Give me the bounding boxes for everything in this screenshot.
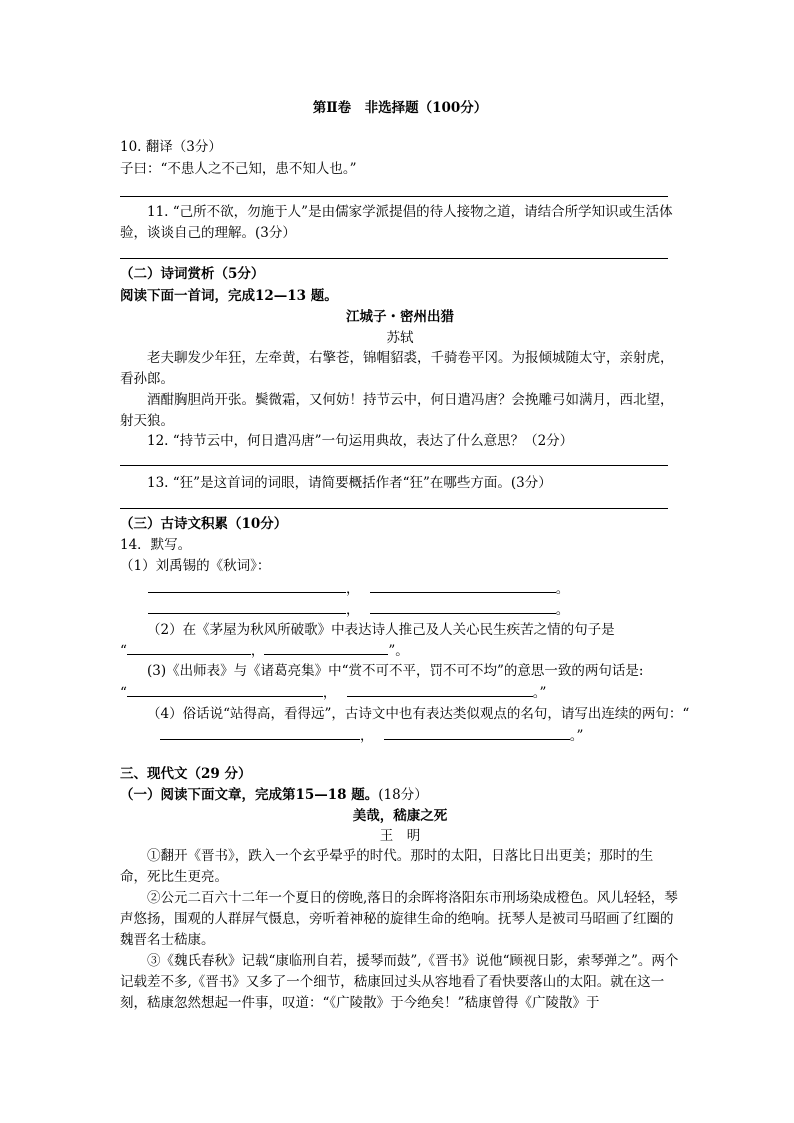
section-2-instruction: 阅读下面一首词，完成12—13 题。 <box>120 288 338 304</box>
dictation-2-prompt: （2）在《茅屋为秋风所破歌》中表达诗人推己及人关心民生疾苦之情的句子是 <box>147 622 615 638</box>
section-title: 第Ⅱ卷 非选择题（100分） <box>312 100 488 116</box>
blank-1b[interactable] <box>370 578 556 593</box>
question-13-text: 13. “狂”是这首词的词眼，请简要概括作者“狂”在哪些方面。(3分） <box>147 475 552 491</box>
blank-3a[interactable] <box>127 682 323 697</box>
blank-3b[interactable] <box>347 682 533 697</box>
dictation-1-line-b: ， 。 <box>148 599 708 620</box>
dictation-3-line: “ ， 。” <box>120 682 680 703</box>
blank-4b[interactable] <box>384 725 570 740</box>
answer-line-13[interactable] <box>120 508 668 509</box>
question-14-text: 14．默写。 <box>120 537 192 553</box>
poem-stanza-1: 老夫聊发少年狂，左牵黄，右擎苍，锦帽貂裘，千骑卷平冈。为报倾城随太守，亲射虎，看孙郎。 <box>120 350 674 387</box>
dictation-4-prompt: （4）俗话说“站得高，看得远”，古诗文中也有表达类似观点的名句，请写出连续的两句：“ <box>147 706 690 722</box>
question-10-label: 10. 翻译（3分） <box>120 139 222 155</box>
dictation-4-line: ， 。” <box>120 725 680 746</box>
blank-1d[interactable] <box>370 599 556 614</box>
dictation-2-line: “ ， ”。 <box>120 640 680 661</box>
article-author: 王 明 <box>379 828 421 844</box>
blank-2b[interactable] <box>264 640 388 655</box>
article-title: 美哉，嵇康之死 <box>352 808 448 824</box>
poem-stanza-2: 酒酣胸胆尚开张。鬓微霜，又何妨！持节云中，何日遣冯唐？会挽雕弓如满月，西北望，射天狼。 <box>120 392 674 429</box>
blank-4a[interactable] <box>160 725 360 740</box>
answer-line-11[interactable] <box>120 258 668 259</box>
section-3-heading: （三）古诗文积累（10分） <box>120 516 288 532</box>
answer-line-10[interactable] <box>120 196 668 197</box>
poem-author: 苏轼 <box>386 330 414 346</box>
question-10-text: 子曰：“不患人之不己知，患不知人也。” <box>120 161 357 177</box>
article-paragraph-2: ②公元二百六十二年一个夏日的傍晚,落日的余晖将洛阳东市刑场染成橙色。风儿轻轻，琴声悠扬，围观的人群屏气慑息，旁听着神秘的旋律生命的绝响。抚琴人是被司马昭画了红圈的魏晋名士嵇康。 <box>120 890 678 948</box>
section-4-heading: 三、现代文（29 分） <box>120 766 252 782</box>
poem-title: 江城子・密州出猎 <box>346 309 454 325</box>
answer-line-12[interactable] <box>120 465 668 466</box>
section-2-heading: （二）诗词赏析（5分） <box>120 266 265 282</box>
blank-1a[interactable] <box>148 578 346 593</box>
question-12-text: 12. “持节云中，何日遣冯唐”一句运用典故，表达了什么意思？（2分） <box>147 433 574 449</box>
blank-1c[interactable] <box>148 599 346 614</box>
dictation-1-prompt: （1）刘禹锡的《秋词》： <box>120 558 271 574</box>
dictation-3-prompt: (3)《出师表》与《诸葛亮集》中“赏不可不平，罚不可不均”的意思一致的两句话是: <box>147 663 644 679</box>
dictation-1-line-a: ， 。 <box>148 578 708 599</box>
blank-2a[interactable] <box>127 640 251 655</box>
article-paragraph-3: ③《魏氏春秋》记载“康临刑自若，援琴而鼓”,《晋书》说他“顾视日影，索琴弹之”。两个记载差不多,《晋书》又多了一个细节，嵇康回过头从容地看了看快要落山的太阳。就在这一刻，嵇康忽然想起一件事，叹道：“《广陵散》于今绝矣！”嵇康曾得《广陵散》于 <box>120 953 679 1011</box>
section-4-instruction: （一）阅读下面文章，完成第15—18 题。(18分） <box>120 787 428 803</box>
article-paragraph-1: ①翻开《晋书》，跌入一个玄乎晕乎的时代。那时的太阳，日落比日出更美；那时的生命，死比生更亮。 <box>120 848 654 885</box>
question-11-text: 11. “己所不欲，勿施于人”是由儒家学派提倡的待人接物之道，请结合所学知识或生活体验，谈谈自己的理解。(3分） <box>120 204 673 241</box>
